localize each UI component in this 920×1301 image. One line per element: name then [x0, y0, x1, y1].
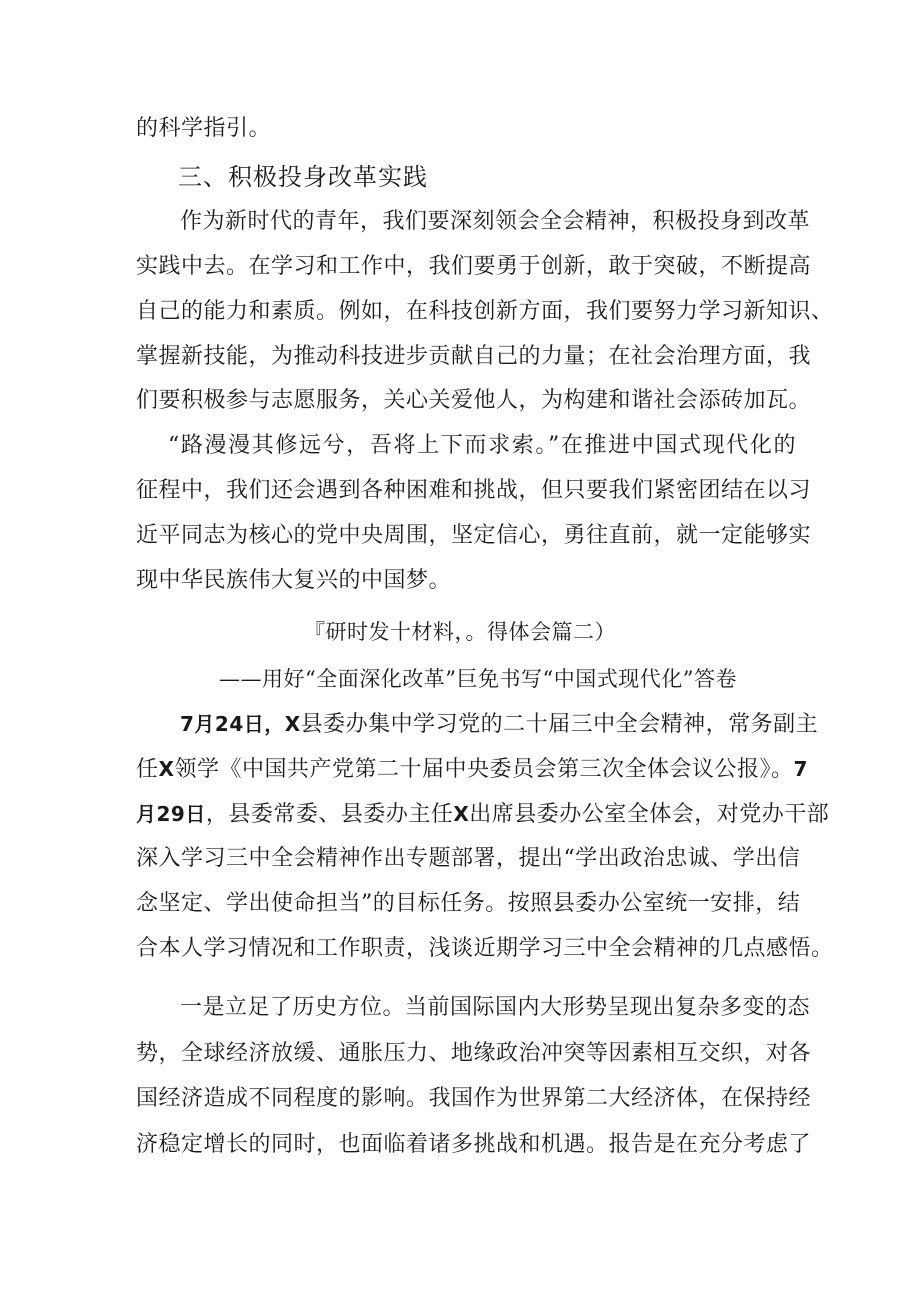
section3-heading: 三、积极投身改革实践 [178, 163, 428, 191]
paragraph-line: 掌握新技能，为推动科技进步贡献自己的力量；在社会治理方面，我 [136, 344, 812, 369]
paragraph-line: 合本人学习情况和工作职责，浅谈近期学习三中全会精神的几点感悟。 [136, 936, 834, 961]
paragraph-line: “路漫漫其修远兮，吾将上下而求索。”在推进中国式现代化的 [168, 433, 796, 458]
paragraph-line: 深入学习三中全会精神作出专题部署，提出“学出政治忠诚、学出信 [136, 846, 801, 871]
placeholder-x: X [158, 757, 175, 781]
paragraph-line: 作为新时代的青年，我们要深刻领会全会精神，积极投身到改革 [180, 209, 811, 234]
paragraph-line [136, 799, 830, 830]
date-text: 7 [793, 757, 808, 781]
paragraph-line [136, 754, 808, 785]
article-subtitle: ——用好“全面深化改革”巨免书写“中国式现代化”答卷 [219, 667, 737, 691]
placeholder-x: X [453, 802, 470, 826]
date-text: 月29日 [136, 802, 206, 826]
paragraph-text: 出席县委办公室全体会，对党办干部 [469, 802, 830, 827]
paragraph-line: 们要积极参与志愿服务，关心关爱他人，为构建和谐社会添砖加瓦。 [136, 388, 812, 413]
paragraph-line: 一是立足了历史方位。当前国际国内大形势呈现出复杂多变的态 [180, 995, 811, 1020]
article-title: 『研时发十材料，。得体会篇二） [304, 620, 616, 644]
paragraph-text: 领学《中国共产党第二十届中央委员会第三次全体会议公报》。 [174, 757, 794, 782]
paragraph-line: 自己的能力和素质。例如，在科技创新方面，我们要努力学习新知识、 [136, 299, 834, 324]
paragraph-line: 念坚定、学出使命担当”的目标任务。按照县委办公室统一安排，结 [136, 891, 801, 916]
paragraph-line [180, 709, 819, 740]
paragraph-line: 势，全球经济放缓、通胀压力、地缘政治冲突等因素相互交织，对各 [136, 1041, 812, 1066]
placeholder-x: X [284, 712, 301, 736]
paragraph-line: 实践中去。在学习和工作中，我们要勇于创新，敢于突破，不断提高 [136, 254, 812, 279]
paragraph-line: 征程中，我们还会遇到各种困难和挑战，但只要我们紧密团结在以习 [136, 478, 812, 503]
paragraph-line: 济稳定增长的同时，也面临着诸多挑战和机遇。报告是在充分考虑了 [136, 1132, 812, 1157]
paragraph-text: ，县委常委、县委办主任 [205, 802, 454, 827]
paragraph-text: 任 [136, 757, 159, 782]
paragraph-line: 近平同志为核心的党中央周围，坚定信心，勇往直前，就一定能够实 [136, 523, 812, 548]
paragraph-line: 现中华民族伟大复兴的中国梦。 [136, 568, 452, 593]
paragraph-line: 国经济造成不同程度的影响。我国作为世界第二大经济体，在保持经 [136, 1086, 812, 1111]
date-text: 7月24日， [180, 712, 285, 736]
paragraph-text: 县委办集中学习党的二十届三中全会精神，常务副主 [300, 712, 819, 737]
section1-tail: 的科学指引。 [136, 116, 272, 141]
